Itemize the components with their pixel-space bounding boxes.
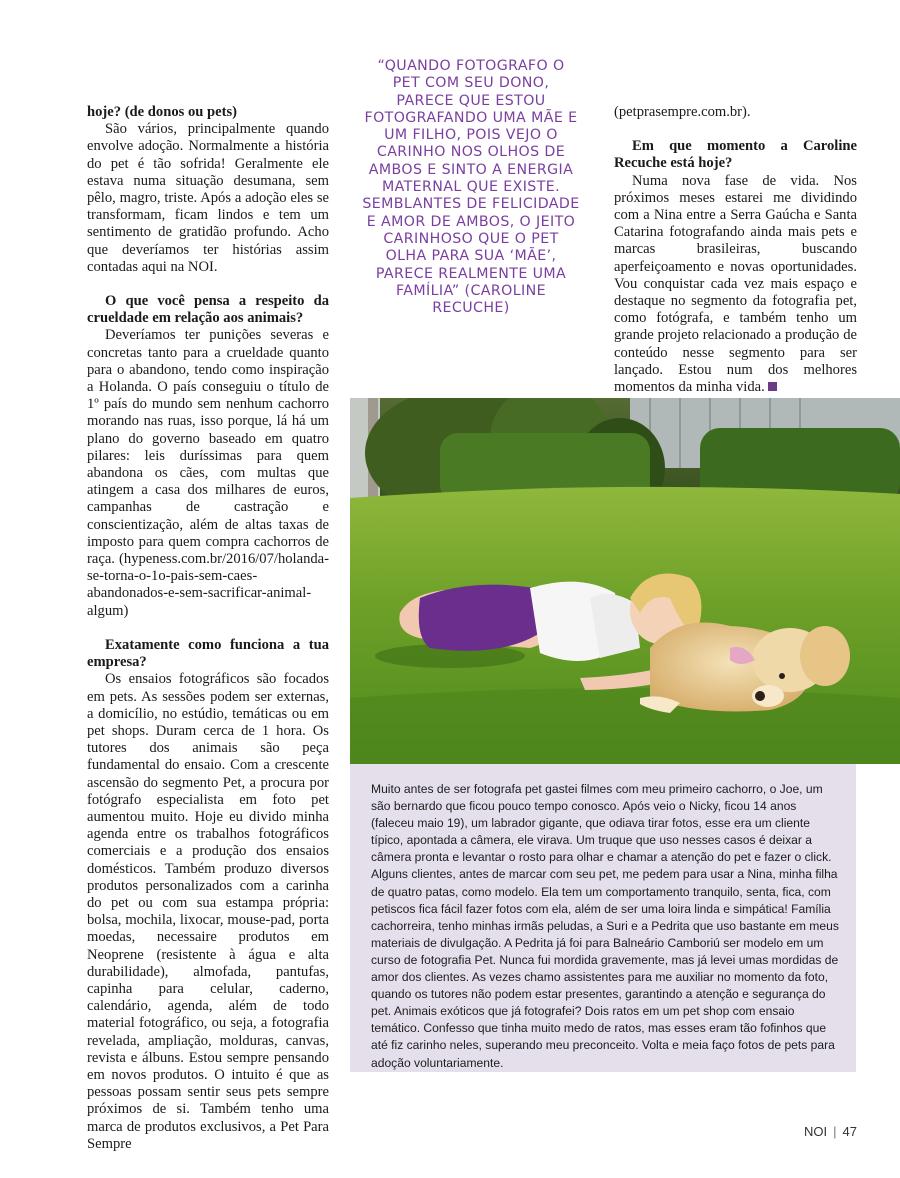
answer-paragraph: Deveríamos ter punições severas e concretas tanto para a crueldade quanto para o abandono, tendo como inspiração a Holanda. O país conseguiu o título de 1º país do mundo sem nenhum cachorro morando nas ruas, isso porque, lá há um plano do governo baseado em quatro pilares: leis duríssimas para quem abandona os cães, com multas que atingem a casa dos milhares de euros, campanhas de castração e conscientização, além de altas taxas de imposto para quem compra cachorros de raça. (hypeness.com.br/2016/07/holanda-se-torna-o-1o-pais-sem-caes-abandonados-e-sem-sacrificar-animal-algum) [87,327,329,619]
answer-paragraph: Os ensaios fotográficos são focados em pets. As sessões podem ser externas, a domicílio, no estúdio, temáticas ou em pet shops. Duram cerca de 1 hora. Os tutores dos animais são peça fundamental do ensaio. Com a crescente ascensão do segmento Pet, a procura por fotógrafo especialista em foto pet aumentou muito. Hoje eu divido minha agenda entre os trabalhos fotográficos comerciais e a produção dos ensaios domésticos. Também produzo diversos produtos personalizados com a carinha do pet ou com sua estampa própria: bolsa, mochila, lixocar, mouse-pad, porta moedas, necessaire produtos em Neoprene (resistente à água e alta durabilidade), almofada, pantufas, capinha para celular, caderno, calendário, agenda, além de todo material fotográfico, ou seja, a fotografia revelada, ampliação, molduras, canvas, revista e álbuns. Estou sempre pensando em novos produtos. O intuito é que as pessoas possam sentir seus pets sempre próximos de si. Também tenho uma marca de produtos exclusivos, a Pet Para Sempre [87,671,329,1152]
question-heading: Em que momento a Caroline Recuche está hoje? [614,138,857,172]
pull-quote: “QUANDO FOTOGRAFO O PET COM SEU DONO, PARECE QUE ESTOU FOTOGRAFANDO UMA MÃE E UM FILHO, POIS VEJO O CARINHO NOS OLHOS DE AMBOS E SINTO A ENERGIA MATERNAL QUE EXISTE. SEMBLANTES DE FELICIDADE E AMOR DE AMBOS, O JEITO CARINHOSO QUE O PET OLHA PARA SUA ‘MÃE’, PARECE REALMENTE UMA FAMÍLIA” (CAROLINE RECUCHE) [362,58,580,317]
magazine-name: NOI [804,1124,828,1139]
end-of-article-mark [768,382,777,391]
question-heading: Exatamente como funciona a tua empresa? [87,636,329,671]
answer-paragraph [614,173,857,397]
question-heading: O que você pensa a respeito da crueldade em relação aos animais? [87,293,329,327]
photo-woman-with-golden-retriever [350,398,900,764]
right-column [614,104,857,396]
answer-text: Numa nova fase de vida. Nos próximos meses estarei me dividindo com a Nina entre a Serra Gaúcha e Santa Catarina fotografando ainda mais pets e marcas brasileiras, buscando aperfeiçoamento e novas oportunidades. Vou conquistar cada vez mais espaço e destaque no segmento da fotografia pet, como fotógrafa, e também tenho um grande projeto relacionado a produção de conteúdo nesse segmento para ser lançado. Estou num dos melhores momentos da minha vida. [614,172,857,396]
answer-paragraph: São vários, principalmente quando envolve adoção. Normalmente a história do pet é tão sofrida! Geralmente ele estava numa situação desumana, sem pêlo, magro, triste. Após a adoção eles se transformam, ficam lindos e tem um sentimento de gratidão profundo. Acho que deveríamos ter histórias assim contadas aqui na NOI. [87,121,329,275]
page-number: 47 [842,1124,857,1139]
footer-separator: | [833,1124,837,1139]
left-column [87,104,329,1153]
photo-caption-text: Muito antes de ser fotografa pet gastei filmes com meu primeiro cachorro, o Joe, um são bernardo que ficou pouco tempo conosco. Após veio o Nicky, ficou 14 anos (faleceu maio 19), um labrador gigante, que odiava tirar fotos, esse era um cliente típico, apontada a câmera, ele virava. Um truque que uso nesses casos é deixar a câmera pronta e levantar o rosto para olhar e chamar a atenção do pet e fazer o click. Alguns clientes, antes de marcar com seu pet, me pedem para usar a Nina, minha filha de quatro patas, como modelo. Ela tem um comportamento tranquilo, senta, fica, com petiscos fica fácil fazer fotos com ela, além de ser uma loira linda e simpática! Família cachorreira, tenho minhas irmãs peludas, a Suri e a Pedrita que uso bastante em meus materiais de divulgação. A Pedrita já foi para Balneário Camboriú ser modelo em um curso de fotografia Pet. Nunca fui mordida gravemente, mas já levei umas mordidas de amor dos clientes. As vezes chamo assistentes para me auxiliar no momento da foto, quando os tutores não podem estar presentes, garantindo a atenção e segurança do pet. Animais exóticos que já fotografei? Dois ratos em um pet shop com ensaio temático. Confesso que tinha muito medo de ratos, mas esses eram tão fofinhos que até fiz carinho neles, superando meu preconceito. Volta e meia faço fotos de pets para adoção voluntariamente. [371,782,839,1070]
answer-paragraph: (petprasempre.com.br). [614,104,751,120]
photo-caption-box [350,764,856,1072]
question-heading: hoje? (de donos ou pets) [87,104,238,120]
page-footer [804,1124,857,1139]
